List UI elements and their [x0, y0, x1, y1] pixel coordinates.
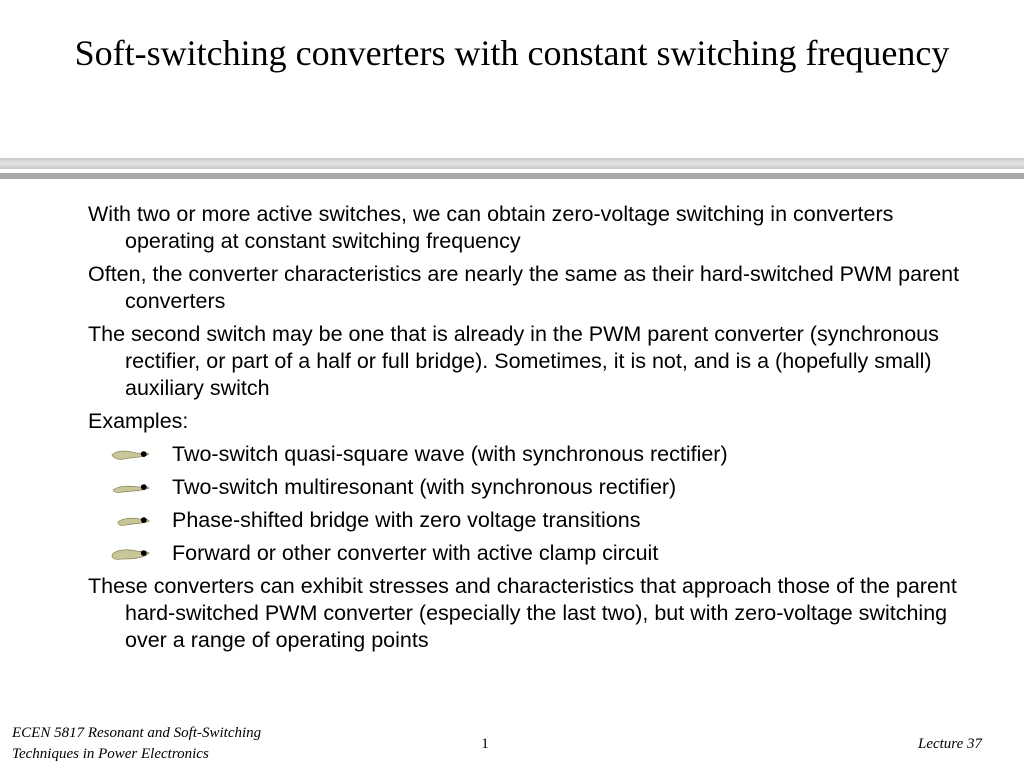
example-label: Two-switch multiresonant (with synchronous rectifier) — [172, 475, 677, 499]
title-divider-dark — [0, 173, 1024, 179]
example-label: Forward or other converter with active clamp circuit — [172, 541, 659, 565]
lecture-label: Lecture 37 — [917, 736, 982, 752]
body-paragraph: These converters can exhibit stresses and characteristics that approach those of the parent hard-switched PWM converter (especially the last two), but with zero-voltage switching over a range of operating points — [88, 574, 957, 652]
bullet-dot: • — [140, 475, 148, 499]
footer-course — [12, 723, 261, 765]
body-paragraph: With two or more active switches, we can obtain zero-voltage switching in converters operating at constant switching frequency — [88, 202, 894, 253]
page-number: 1 — [481, 736, 489, 752]
title-divider-light — [0, 158, 1024, 169]
footer-course-line: Techniques in Power Electronics — [12, 746, 209, 762]
example-item — [88, 540, 968, 567]
slide-body — [88, 201, 968, 660]
bullet-dot: • — [140, 442, 148, 466]
examples-heading: Examples: — [88, 409, 189, 433]
example-item — [88, 441, 968, 468]
example-label: Phase-shifted bridge with zero voltage transitions — [172, 508, 641, 532]
footer-course-line: ECEN 5817 Resonant and Soft-Switching — [12, 725, 262, 741]
bullet-dot: • — [140, 541, 148, 565]
example-item — [88, 474, 968, 501]
body-paragraph: The second switch may be one that is already in the PWM parent converter (synchronous rectifier, or part of a half or full bridge). Sometimes, it is not, and is a (hopefully small) auxiliary switch — [88, 322, 939, 400]
slide-title: Soft-switching converters with constant switching frequency — [74, 33, 950, 73]
example-label: Two-switch quasi-square wave (with synchronous rectifier) — [172, 442, 728, 466]
example-item — [88, 507, 968, 534]
body-paragraph: Often, the converter characteristics are nearly the same as their hard-switched PWM parent converters — [88, 262, 960, 313]
bullet-dot: • — [140, 508, 148, 532]
